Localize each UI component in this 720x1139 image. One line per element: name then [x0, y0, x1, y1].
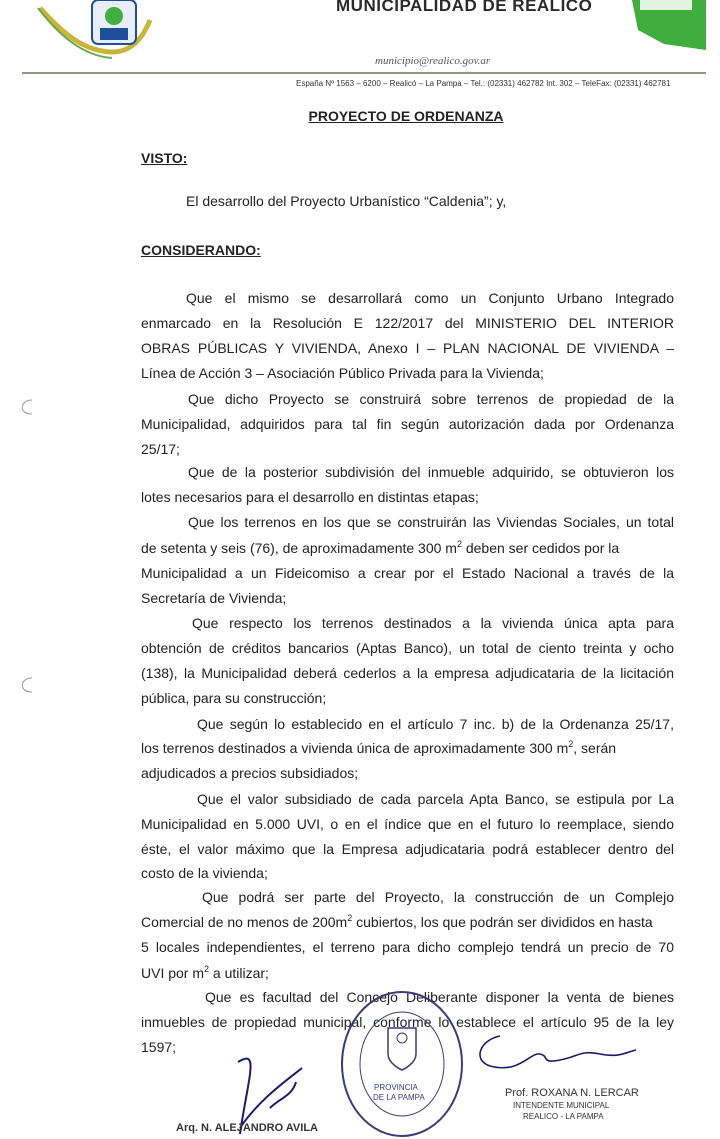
body-line: Que el valor subsidiado de cada parcela Apta Banco, se estipula por La [197, 791, 674, 807]
left-signatory-name: Arq. N. ALEJANDRO AVILA [176, 1122, 318, 1134]
body-line: los terrenos destinados a vivienda única de aproximadamente 300 $m^2$, serán [141, 739, 617, 756]
header-divider [22, 72, 706, 74]
body-line: 1597; [141, 1039, 177, 1055]
body-line: 5 locales independientes, el terreno para dicho complejo tendrá un precio de 70 [141, 939, 674, 955]
body-line: Que es facultad del Concejo Deliberante disponer la venta de bienes [205, 989, 674, 1005]
body-line: Comercial de no menos de $200m^2$ cubiertos, los que podrán ser divididos en hasta [141, 913, 653, 930]
green-logo-icon [624, 0, 714, 56]
punch-hole-mark-icon [14, 398, 36, 418]
body-line: adjudicados a precios subsidiados; [141, 765, 359, 781]
right-signature-icon [470, 1030, 640, 1080]
body-line: Que los terrenos en los que se construirán las Viviendas Sociales, un total [188, 514, 674, 530]
body-line: Que el mismo se desarrollará como un Conjunto Urbano Integrado [186, 290, 674, 306]
punch-hole-mark-icon [14, 676, 36, 696]
body-line: Municipalidad a un Fideicomiso a crear por el Estado Nacional a través de la [141, 565, 674, 581]
body-line: de setenta y seis (76), de aproximadamente 300 $m^2$ deben ser cedidos por la [141, 539, 620, 556]
body-line: UVI por $m^2$ a utilizar; [141, 964, 269, 981]
header-email: municipio@realico.gov.ar [375, 55, 491, 67]
document-title: PROYECTO DE ORDENANZA [308, 108, 504, 124]
body-line: Secretaría de Vivienda; [141, 590, 287, 606]
body-line: pública, para su construcción; [141, 690, 327, 706]
seal-text-la-pampa: DE LA PAMPA [373, 1093, 425, 1102]
considerando-heading: CONSIDERANDO: [141, 242, 261, 258]
seal-text-provincia: PROVINCIA [374, 1083, 419, 1092]
body-line: costo de la vivienda; [141, 865, 268, 881]
right-signatory-name: Prof. ROXANA N. LERCAR [505, 1087, 639, 1099]
municipality-name: MUNICIPALIDAD DE REALICO [336, 0, 593, 15]
body-line: Municipalidad, adquiridos para tal fin según autorización dada por Ordenanza [141, 416, 674, 432]
visto-text: El desarrollo del Proyecto Urbanístico “Caldenia”; y, [186, 193, 507, 209]
body-line: Que de la posterior subdivisión del inmueble adquirido, se obtuvieron los [188, 464, 674, 480]
body-line: lotes necesarios para el desarrollo en distintas etapas; [141, 489, 479, 505]
body-line: éste, el valor máximo que la Empresa adjudicataria podrá establecer dentro del [141, 841, 674, 857]
body-line: obtención de créditos bancarios (Aptas Banco), un total de ciento treinta y ocho [141, 640, 674, 656]
body-line: Que dicho Proyecto se construirá sobre terrenos de propiedad de la [188, 391, 674, 407]
right-signatory-place: REALICO - LA PAMPA [523, 1112, 604, 1121]
municipal-seal-icon [338, 984, 466, 1139]
body-line: Que podrá ser parte del Proyecto, la construcción de un Complejo [202, 889, 674, 905]
body-line: enmarcado en la Resolución E 122/2017 del MINISTERIO DEL INTERIOR [141, 315, 674, 331]
body-line: OBRAS PÚBLICAS Y VIVIENDA, Anexo I – PLAN NACIONAL DE VIVIENDA – [141, 340, 674, 356]
body-line: 25/17; [141, 441, 180, 457]
body-line: Municipalidad en 5.000 UVI, o en el índice que en el futuro lo reemplace, siendo [141, 816, 674, 832]
body-line: Que respecto los terrenos destinados a la vivienda única apta para [192, 615, 674, 631]
body-line: Que según lo establecido en el artículo 7 inc. b) de la Ordenanza 25/17, [197, 716, 674, 732]
body-line: inmuebles de propiedad municipal, conforme lo establece el artículo 95 de la ley [141, 1014, 674, 1030]
body-line: Línea de Acción 3 – Asociación Público Privada para la Vivienda; [141, 365, 544, 381]
municipal-coat-of-arms-icon [20, 0, 160, 72]
body-line: (138), la Municipalidad deberá cederlos a la empresa adjudicataria de la licitación [141, 665, 674, 681]
right-signatory-role: INTENDENTE MUNICIPAL [513, 1101, 610, 1110]
visto-heading: VISTO: [141, 150, 188, 166]
header-address: España Nº 1563 – 6200 – Realicó – La Pampa – Tel.: (02331) 462782 Int. 302 – TeleFax: (02331) 462781 [296, 79, 671, 88]
